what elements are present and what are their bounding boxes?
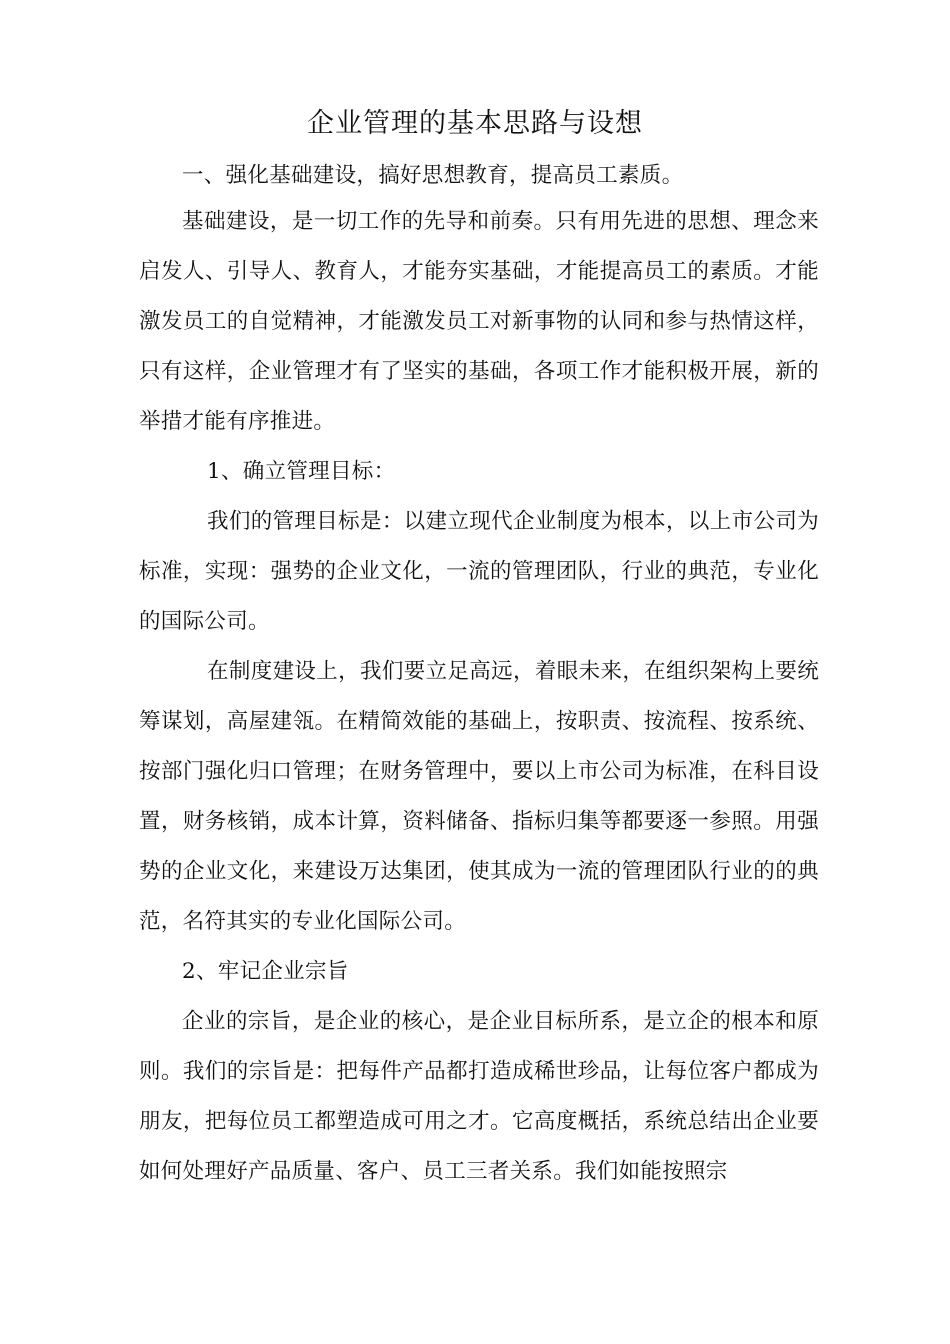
section1-heading: 一、强化基础建设，搞好思想教育，提高员工素质。 [182, 163, 684, 188]
sub1-paragraph-system: 在制度建设上，我们要立足高远，着眼未来，在组织架构上要统筹谋划，高屋建瓴。在精简效能的基础上，按职责、按流程、按系统、按部门强化归口管理；在财务管理中，要以上市公司为标准，在科目设置，财务核销，成本计算，资料储备、指标归集等都要逐一参照。用强势的企业文化，来建设万达集团，使其成为一流的管理团队行业的的典范，名符其实的专业化国际公司。 [139, 659, 819, 934]
document-title: 企业管理的基本思路与设想 [307, 108, 643, 139]
sub1-heading: 1、确立管理目标： [207, 459, 396, 484]
sub2-heading: 2、牢记企业宗旨 [182, 959, 349, 984]
sub2-paragraph: 企业的宗旨，是企业的核心，是企业目标所系，是立企的根本和原则。我们的宗旨是：把每件产品都打造成稀世珍品，让每位客户都成为朋友，把每位员工都塑造成可用之才。它高度概括，系统总结出企业要如何处理好产品质量、客户、员工三者关系。我们如能按照宗 [139, 1009, 819, 1184]
sub1-paragraph-goal: 我们的管理目标是：以建立现代企业制度为根本，以上市公司为标准，实现：强势的企业文化，一流的管理团队，行业的典范，专业化的国际公司。 [139, 509, 819, 634]
section1-paragraph: 基础建设，是一切工作的先导和前奏。只有用先进的思想、理念来启发人、引导人、教育人，才能夯实基础，才能提高员工的素质。才能激发员工的自觉精神，才能激发员工对新事物的认同和参与热情这样，只有这样，企业管理才有了坚实的基础，各项工作才能积极开展，新的举措才能有序推进。 [139, 209, 819, 434]
